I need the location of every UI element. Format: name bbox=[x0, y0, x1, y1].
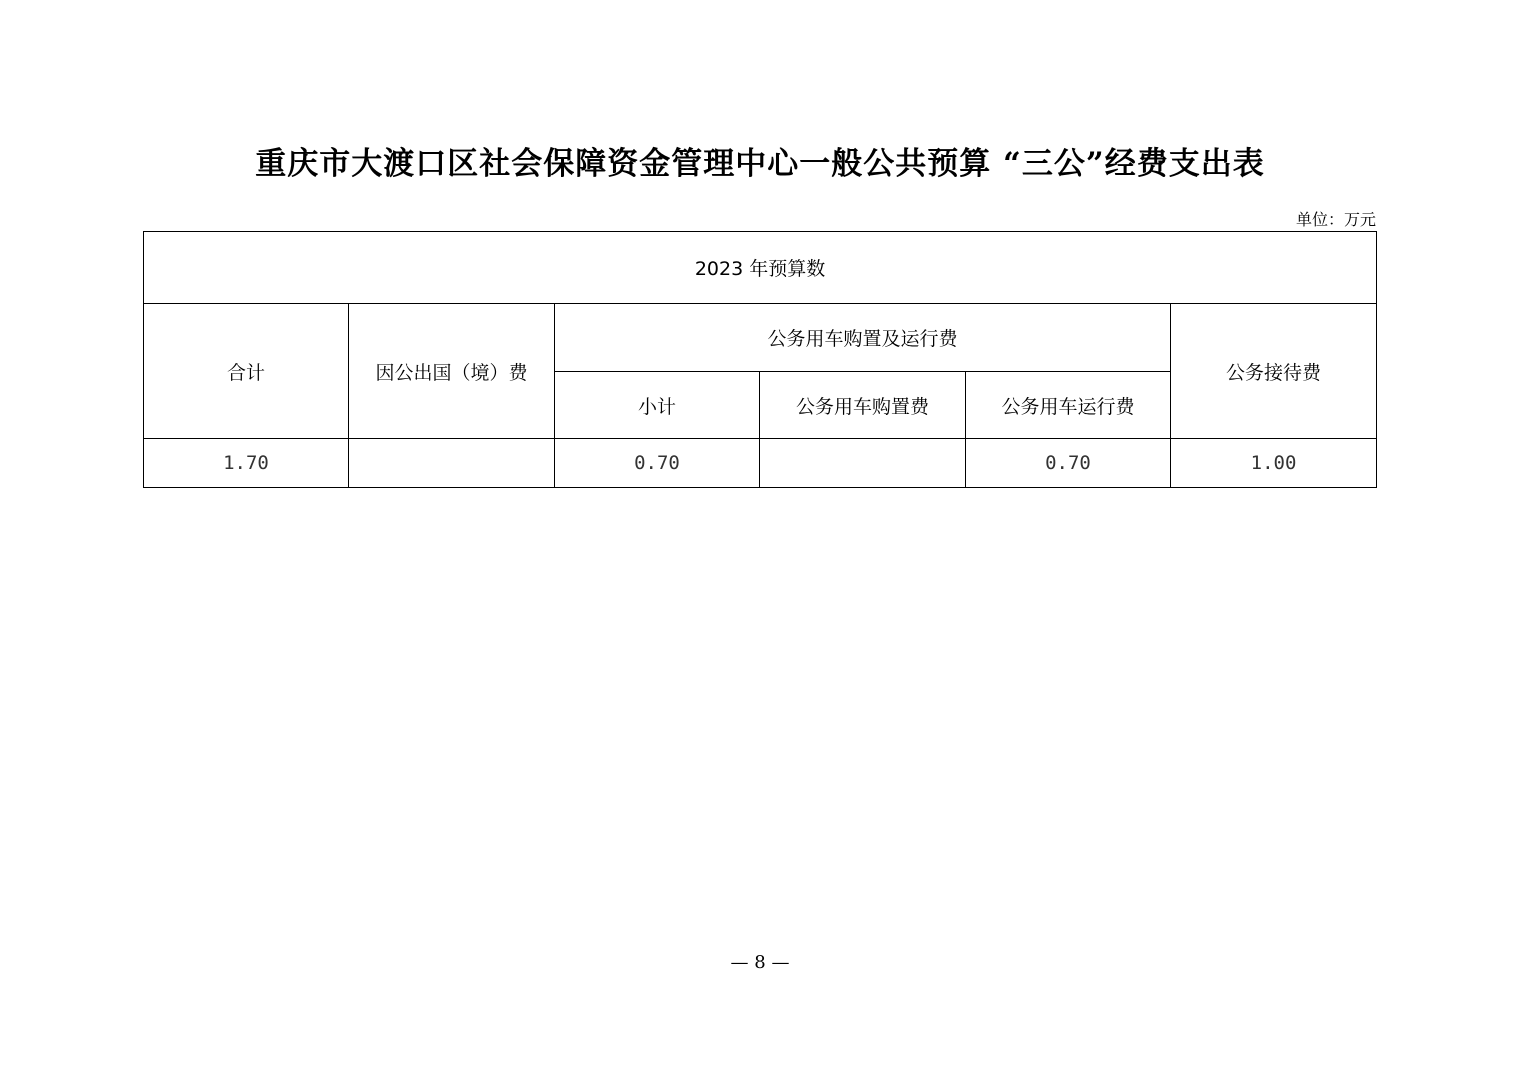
three-public-expense-table bbox=[143, 231, 1377, 488]
header-reception: 公务接待费 bbox=[1171, 304, 1377, 439]
unit-label: 单位：万元 bbox=[1295, 210, 1376, 229]
document-title: 重庆市大渡口区社会保障资金管理中心一般公共预算 “三公”经费支出表 bbox=[255, 146, 1265, 182]
page-number: — 8 — bbox=[730, 952, 790, 973]
table-row bbox=[144, 439, 1377, 488]
header-vehicle-operation: 公务用车运行费 bbox=[966, 372, 1171, 439]
value-vehicle-operation: 0.70 bbox=[966, 439, 1171, 488]
value-vehicle-subtotal: 0.70 bbox=[555, 439, 760, 488]
value-overseas bbox=[349, 439, 555, 488]
header-vehicle-group: 公务用车购置及运行费 bbox=[555, 304, 1171, 372]
value-total: 1.70 bbox=[144, 439, 349, 488]
header-total: 合计 bbox=[144, 304, 349, 439]
value-vehicle-purchase bbox=[760, 439, 966, 488]
year-header-row bbox=[144, 232, 1377, 304]
year-header: 2023 年预算数 bbox=[144, 232, 1377, 304]
value-reception: 1.00 bbox=[1171, 439, 1377, 488]
column-header-row bbox=[144, 304, 1377, 372]
header-vehicle-purchase: 公务用车购置费 bbox=[760, 372, 966, 439]
header-overseas: 因公出国（境）费 bbox=[349, 304, 555, 439]
header-vehicle-subtotal: 小计 bbox=[555, 372, 760, 439]
